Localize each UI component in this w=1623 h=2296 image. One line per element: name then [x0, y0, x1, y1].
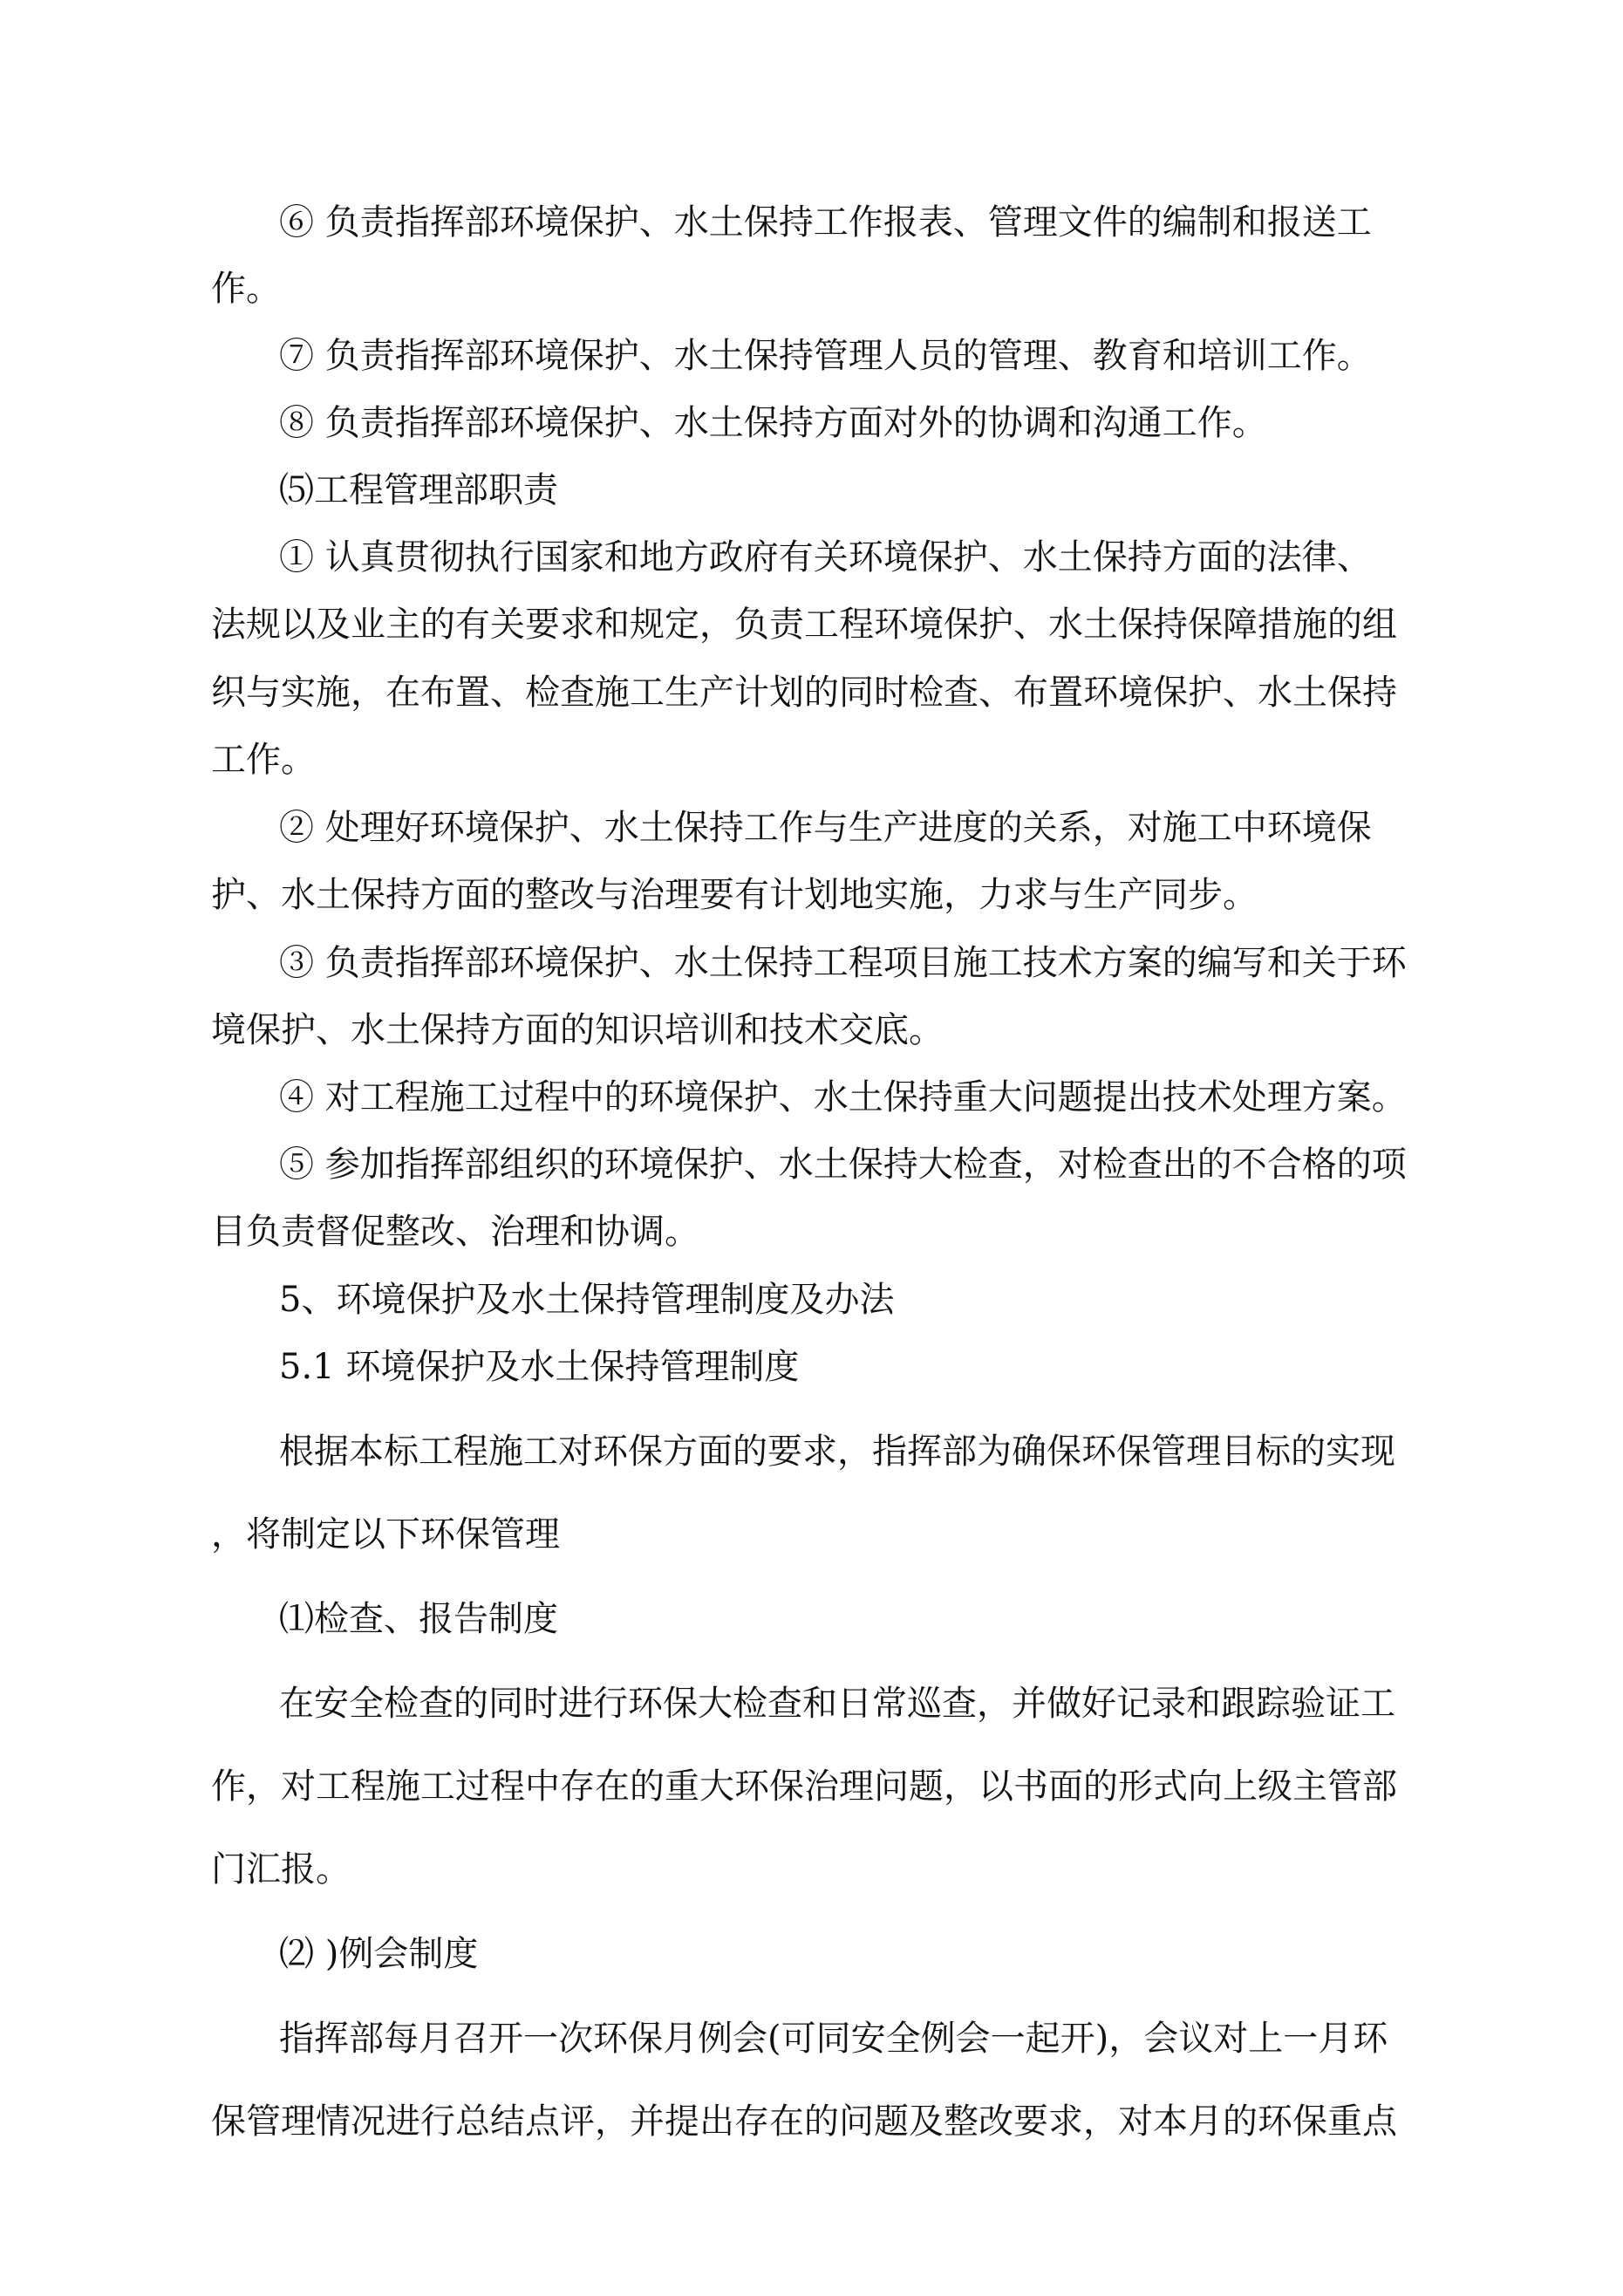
line-23: 作，对工程施工过程中存在的重大环保治理问题，以书面的形式向上级主管部 — [211, 1766, 1397, 1807]
line-1: ⑥ 负责指挥部环境保护、水土保持工作报表、管理文件的编制和报送工 — [279, 202, 1372, 243]
line-12: ③ 负责指挥部环境保护、水土保持工程项目施工技术方案的编写和关于环 — [279, 943, 1407, 983]
line-11: 护、水土保持方面的整改与治理要有计划地实施，力求与生产同步。 — [211, 875, 1258, 915]
line-19: 根据本标工程施工对环保方面的要求，指挥部为确保环保管理目标的实现 — [279, 1432, 1395, 1472]
line-6: ① 认真贯彻执行国家和地方政府有关环境保护、水土保持方面的法律、 — [279, 537, 1372, 577]
line-7: 法规以及业主的有关要求和规定，负责工程环境保护、水土保持保障措施的组 — [211, 605, 1397, 645]
line-22: 在安全检查的同时进行环保大检查和日常巡查，并做好记录和跟踪验证工 — [279, 1684, 1395, 1724]
line-13: 境保护、水土保持方面的知识培训和技术交底。 — [211, 1010, 944, 1050]
line-9: 工作。 — [211, 740, 316, 780]
line-18-heading: 5.1 环境保护及水土保持管理制度 — [279, 1347, 800, 1387]
line-10: ② 处理好环境保护、水土保持工作与生产进度的关系，对施工中环境保 — [279, 808, 1372, 848]
line-4: ⑧ 负责指挥部环境保护、水土保持方面对外的协调和沟通工作。 — [279, 403, 1267, 443]
line-26: 指挥部每月召开一次环保月例会(可同安全例会一起开)，会议对上一月环 — [279, 2019, 1388, 2059]
line-16: 目负责督促整改、治理和协调。 — [211, 1212, 699, 1252]
line-8: 织与实施，在布置、检查施工生产计划的同时检查、布置环境保护、水土保持 — [211, 673, 1397, 713]
line-15: ⑤ 参加指挥部组织的环境保护、水土保持大检查，对检查出的不合格的项 — [279, 1145, 1407, 1185]
line-20: ，将制定以下环保管理 — [211, 1514, 560, 1555]
line-25-heading: ⑵ )例会制度 — [279, 1934, 479, 1974]
line-27: 保管理情况进行总结点评，并提出存在的问题及整改要求，对本月的环保重点 — [211, 2101, 1397, 2142]
line-24: 门汇报。 — [211, 1849, 351, 1889]
line-3: ⑦ 负责指挥部环境保护、水土保持管理人员的管理、教育和培训工作。 — [279, 336, 1372, 376]
line-2: 作。 — [211, 269, 281, 309]
line-17-heading: 5、环境保护及水土保持管理制度及办法 — [279, 1280, 895, 1320]
line-14: ④ 对工程施工过程中的环境保护、水土保持重大问题提出技术处理方案。 — [279, 1077, 1407, 1117]
line-5-heading: ⑸工程管理部职责 — [279, 470, 558, 510]
line-21-heading: ⑴检查、报告制度 — [279, 1599, 558, 1639]
